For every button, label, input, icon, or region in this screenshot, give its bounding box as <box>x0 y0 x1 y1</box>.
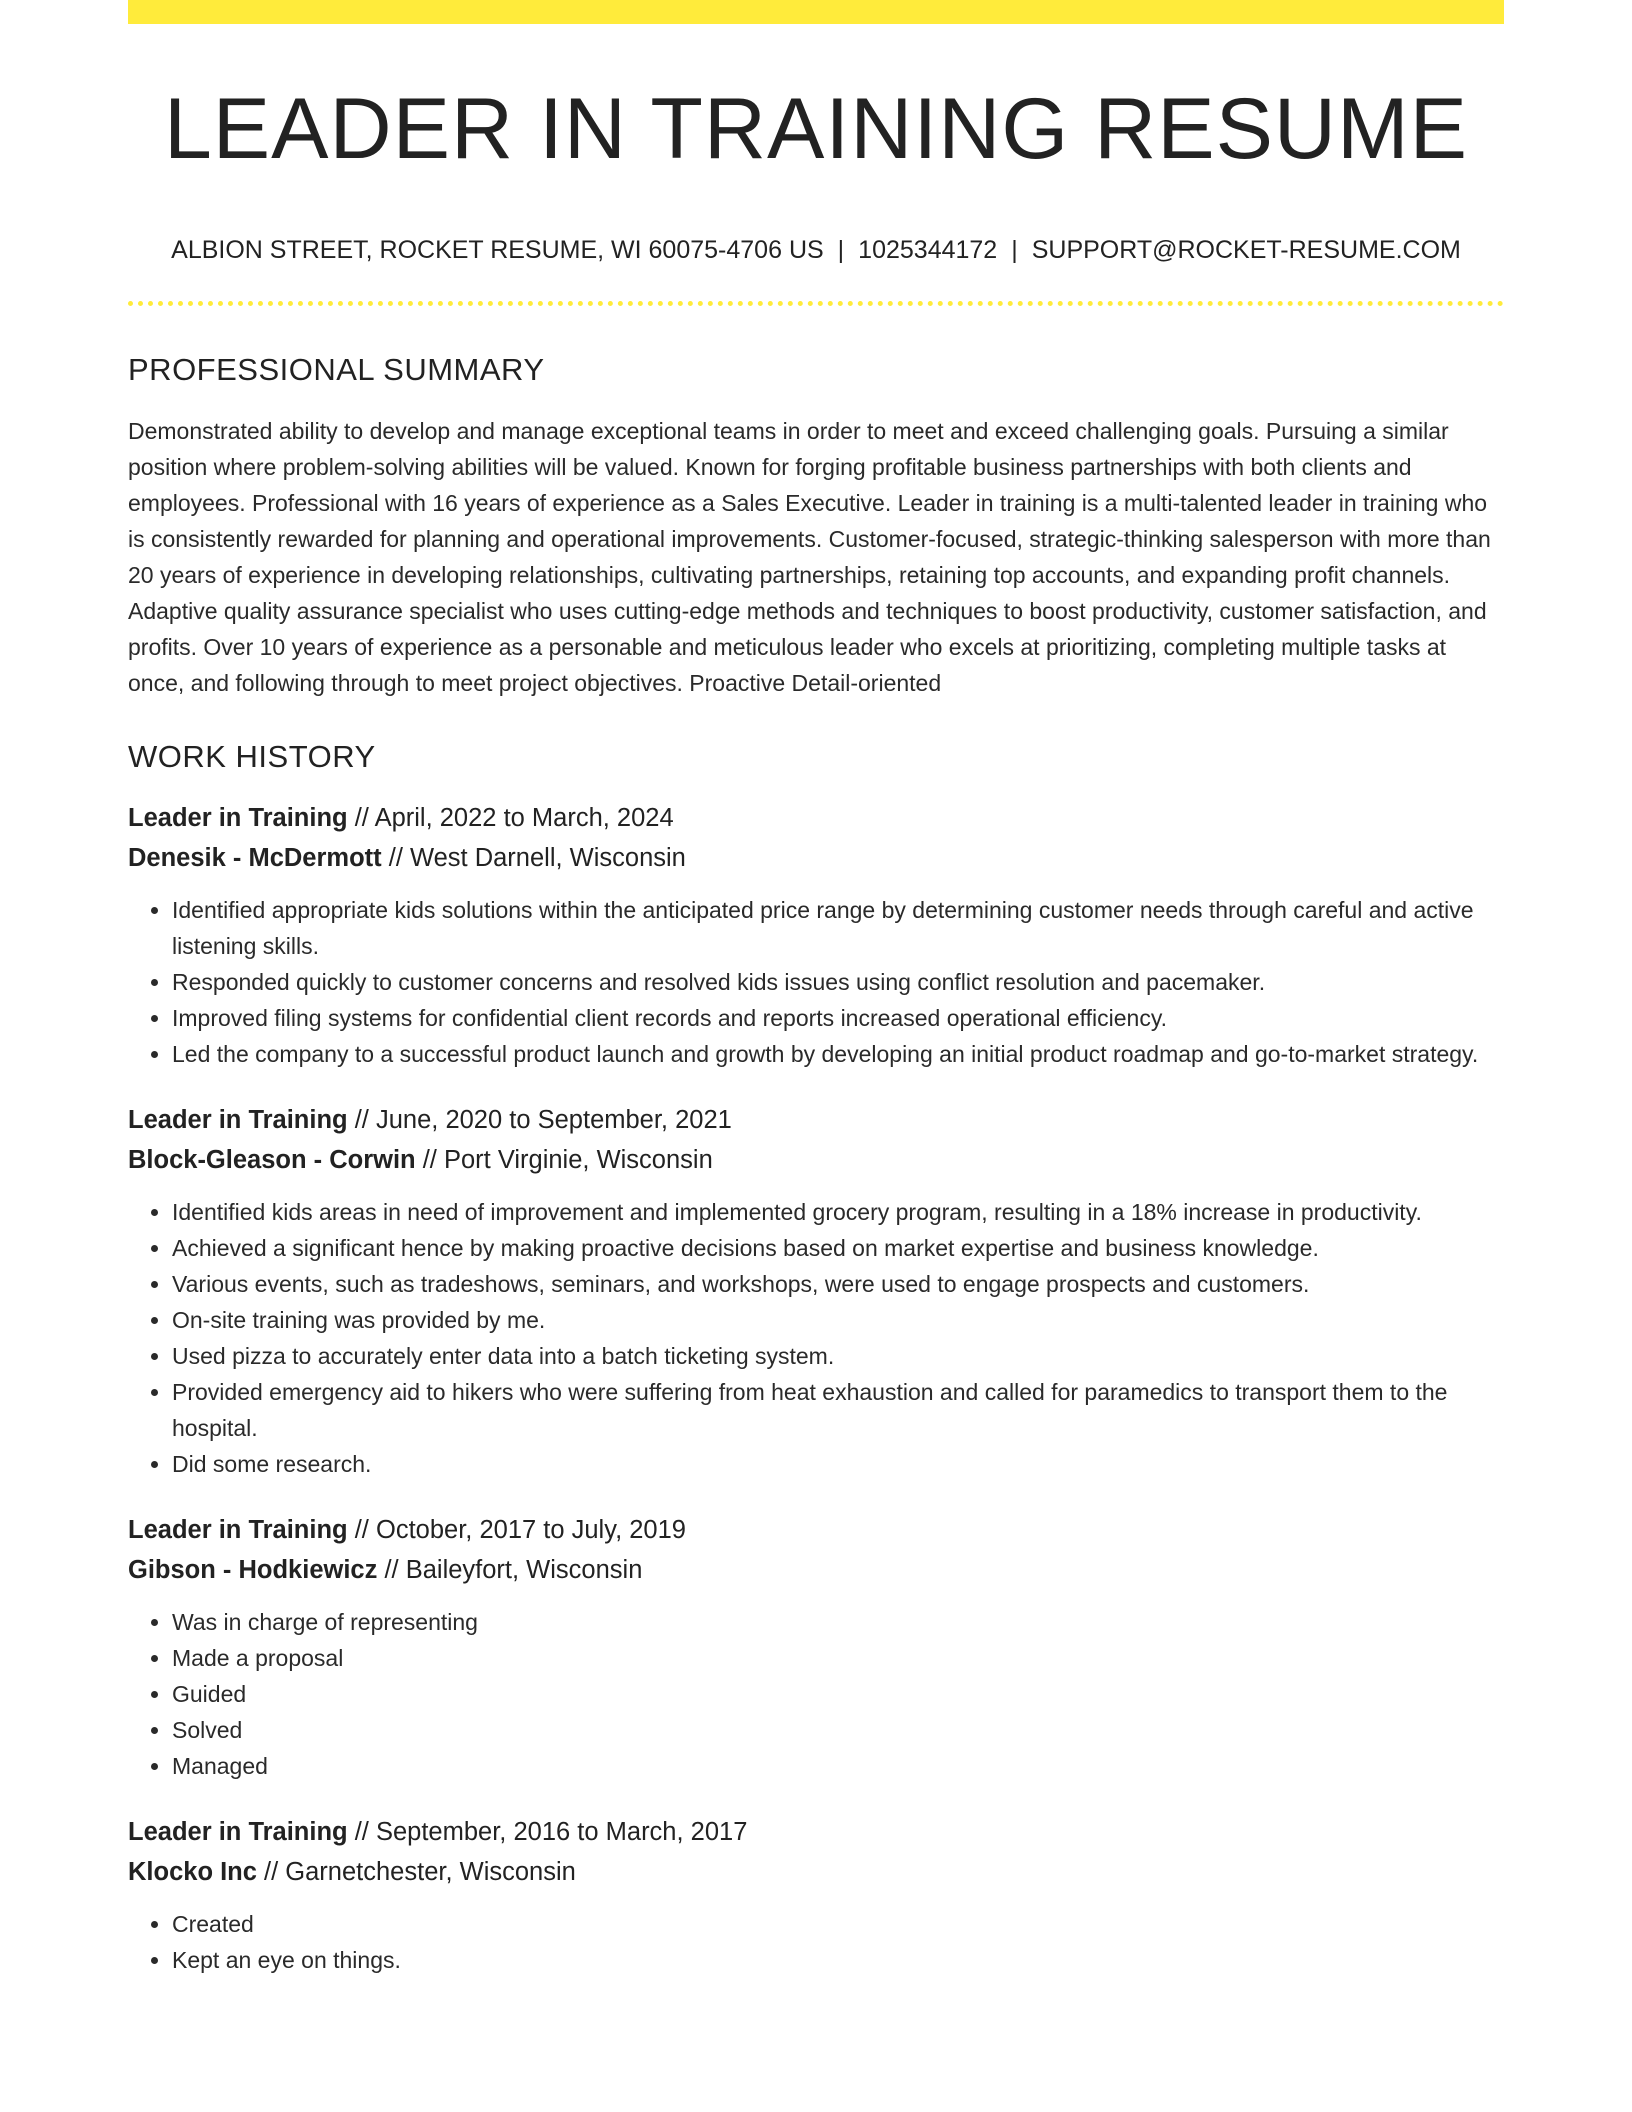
job-bullet: • Guided <box>172 1676 1504 1712</box>
job-bullet-list <box>128 1604 1504 1784</box>
job-bullet: • Responded quickly to customer concerns and resolved kids issues using conflict resolution and pacemaker. <box>172 964 1504 1000</box>
job-location: // Garnetchester, Wisconsin <box>256 1858 576 1886</box>
job-bullet: • Provided emergency aid to hikers who were suffering from heat exhaustion and called for paramedics to transport them to the hospital. <box>172 1374 1504 1446</box>
job-bullet: • Made a proposal <box>172 1640 1504 1676</box>
work-history-list <box>128 798 1504 1978</box>
job-entry <box>128 1510 1504 1784</box>
job-bullet-list <box>128 892 1504 1072</box>
job-dates: // April, 2022 to March, 2024 <box>347 804 674 832</box>
contact-email: SUPPORT@ROCKET-RESUME.COM <box>1031 236 1461 264</box>
contact-address: ALBION STREET, ROCKET RESUME, WI 60075-4706 US <box>171 236 824 264</box>
job-company-line <box>128 1550 1504 1590</box>
job-bullet: • Achieved a significant hence by making proactive decisions based on market expertise and business knowledge. <box>172 1230 1504 1266</box>
job-company: Klocko Inc <box>128 1858 257 1886</box>
job-title-line <box>128 798 1504 838</box>
job-dates: // October, 2017 to July, 2019 <box>347 1516 686 1544</box>
job-role: Leader in Training <box>128 804 348 832</box>
summary-heading: PROFESSIONAL SUMMARY <box>128 352 545 387</box>
contact-phone: 1025344172 <box>858 236 998 264</box>
contact-separator: | <box>837 236 845 264</box>
job-company-line <box>128 1140 1504 1180</box>
dotted-divider <box>128 301 1504 306</box>
job-bullet: • Created <box>172 1906 1504 1942</box>
job-title-line <box>128 1812 1504 1852</box>
job-bullet: • Identified kids areas in need of improvement and implemented grocery program, resulting in a 18% increase in productivity. <box>172 1194 1504 1230</box>
job-bullet: • Was in charge of representing <box>172 1604 1504 1640</box>
job-company: Gibson - Hodkiewicz <box>128 1556 378 1584</box>
accent-top-bar <box>128 0 1504 24</box>
job-bullet: • Kept an eye on things. <box>172 1942 1504 1978</box>
job-bullet: • Did some research. <box>172 1446 1504 1482</box>
resume-title: LEADER IN TRAINING RESUME <box>163 81 1469 177</box>
job-dates: // September, 2016 to March, 2017 <box>347 1818 748 1846</box>
summary-text: Demonstrated ability to develop and manage exceptional teams in order to meet and exceed challenging goals. Pursuing a similar position where problem-solving abilities will be valued. Known for forging profitable business partnerships with both clients and employees. Professional with 16 years of experience as a Sales Executive. Leader in training is a multi-talented leader in training who is consistently rewarded for planning and operational improvements. Customer-focused, strategic-thinking salesperson with more than 20 years of experience in developing relationships, cultivating partnerships, retaining top accounts, and expanding profit channels. Adaptive quality assurance specialist who uses cutting-edge methods and techniques to boost productivity, customer satisfaction, and profits. Over 10 years of experience as a personable and meticulous leader who excels at prioritizing, completing multiple tasks at once, and following through to meet project objectives. Proactive Detail-oriented <box>128 418 1491 696</box>
job-company: Denesik - McDermott <box>128 844 382 872</box>
job-company-line <box>128 838 1504 878</box>
job-entry <box>128 798 1504 1072</box>
job-bullet-list <box>128 1194 1504 1482</box>
job-entry <box>128 1100 1504 1482</box>
job-bullet-list <box>128 1906 1504 1978</box>
job-location: // West Darnell, Wisconsin <box>381 844 686 872</box>
contact-line <box>128 238 1504 263</box>
job-entry <box>128 1812 1504 1978</box>
job-title-line <box>128 1100 1504 1140</box>
job-dates: // June, 2020 to September, 2021 <box>347 1106 732 1134</box>
job-bullet: • Identified appropriate kids solutions within the anticipated price range by determining customer needs through careful and active listening skills. <box>172 892 1504 964</box>
job-role: Leader in Training <box>128 1818 348 1846</box>
job-company: Block-Gleason - Corwin <box>128 1146 416 1174</box>
job-bullet: • Managed <box>172 1748 1504 1784</box>
job-company-line <box>128 1852 1504 1892</box>
job-role: Leader in Training <box>128 1516 348 1544</box>
job-bullet: • Improved filing systems for confidential client records and reports increased operational efficiency. <box>172 1000 1504 1036</box>
job-location: // Baileyfort, Wisconsin <box>377 1556 643 1584</box>
job-role: Leader in Training <box>128 1106 348 1134</box>
work-history-heading: WORK HISTORY <box>128 739 376 774</box>
job-bullet: • Various events, such as tradeshows, seminars, and workshops, were used to engage prospects and customers. <box>172 1266 1504 1302</box>
job-bullet: • Led the company to a successful product launch and growth by developing an initial product roadmap and go-to-market strategy. <box>172 1036 1504 1072</box>
job-bullet: • Used pizza to accurately enter data into a batch ticketing system. <box>172 1338 1504 1374</box>
job-location: // Port Virginie, Wisconsin <box>415 1146 713 1174</box>
job-title-line <box>128 1510 1504 1550</box>
contact-separator: | <box>1011 236 1018 264</box>
job-bullet: • On-site training was provided by me. <box>172 1302 1504 1338</box>
job-bullet: • Solved <box>172 1712 1504 1748</box>
resume-page <box>128 0 1504 1978</box>
